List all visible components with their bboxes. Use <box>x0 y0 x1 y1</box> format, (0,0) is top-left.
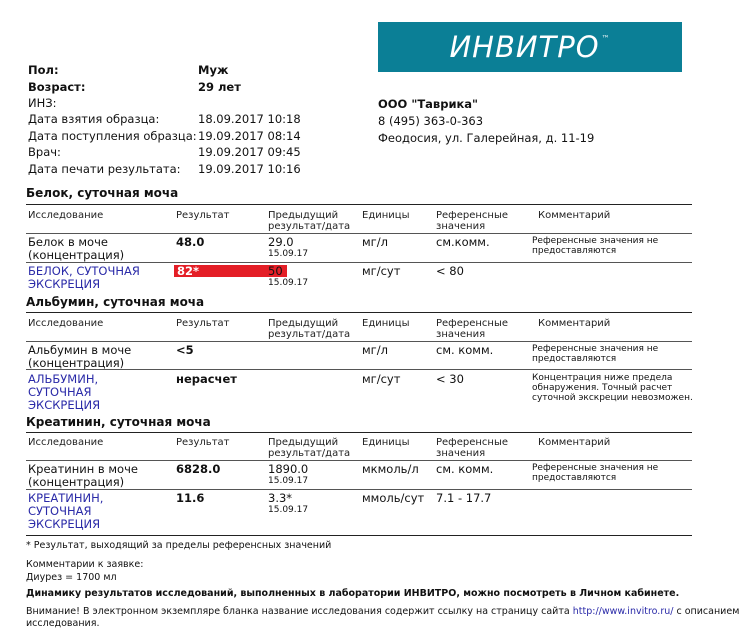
section-divider <box>26 432 692 433</box>
col-ref: Референсные <box>436 210 509 221</box>
study-link-3[interactable]: ЭКСКРЕЦИЯ <box>28 398 101 412</box>
org-phone: 8 (495) 363-0-363 <box>378 114 484 128</box>
warning-text-end: с описанием <box>676 606 739 617</box>
col-study: Исследование <box>28 318 104 329</box>
study-name: Белок в моче <box>28 235 108 249</box>
result-value: <5 <box>176 343 194 357</box>
header-divider <box>26 233 692 234</box>
col-prev-date: результат/дата <box>268 221 351 232</box>
section-title: Белок, суточная моча <box>26 186 179 200</box>
patient-label-sex: Пол: <box>28 63 59 77</box>
org-name: ООО "Таврика" <box>378 97 479 111</box>
study-link[interactable]: БЕЛОК, СУТОЧНАЯ <box>28 264 140 278</box>
comment-line-1: Концентрация ниже предела <box>532 373 673 383</box>
result-value: 11.6 <box>176 491 205 505</box>
out-of-range-note: * Результат, выходящий за пределы референсных значений <box>26 540 332 551</box>
prev-value: 29.0 <box>268 235 294 249</box>
prev-value: 50 <box>268 264 283 278</box>
out-of-range-result: 82* <box>174 265 287 277</box>
logo-trademark: ™ <box>601 33 611 43</box>
comment-line-1: Референсные значения не <box>532 236 659 246</box>
units: мг/л <box>362 235 388 249</box>
patient-label-sample-taken: Дата взятия образца: <box>28 112 160 126</box>
section-title: Креатинин, суточная моча <box>26 415 211 429</box>
patient-value-sex: Муж <box>198 63 229 77</box>
units: мг/сут <box>362 372 401 386</box>
col-comment: Комментарий <box>538 437 611 448</box>
col-result: Результат <box>176 318 230 329</box>
col-result: Результат <box>176 437 230 448</box>
col-prev: Предыдущий <box>268 318 339 329</box>
prev-value: 3.3* <box>268 491 293 505</box>
warning-line-1 <box>26 606 739 618</box>
patient-label-print-date: Дата печати результата: <box>28 162 181 176</box>
invitro-site-link[interactable]: http://www.invitro.ru/ <box>572 606 674 617</box>
warning-line-2: исследования. <box>26 618 100 629</box>
table-bottom-divider <box>26 535 692 536</box>
prev-value: 1890.0 <box>268 462 309 476</box>
patient-value-print-date: 19.09.2017 10:16 <box>198 162 301 176</box>
col-units: Единицы <box>362 318 410 329</box>
row-divider <box>26 369 692 370</box>
col-ref: Референсные <box>436 437 509 448</box>
patient-label-inz: ИНЗ: <box>28 96 57 110</box>
study-link-2[interactable]: СУТОЧНАЯ <box>28 385 92 399</box>
col-prev-date: результат/дата <box>268 329 351 340</box>
patient-value-age: 29 лет <box>198 80 241 94</box>
prev-date: 15.09.17 <box>268 249 309 259</box>
header-divider <box>26 341 692 342</box>
reference: см.комм. <box>436 235 490 249</box>
prev-date: 15.09.17 <box>268 278 309 288</box>
reference: 7.1 - 17.7 <box>436 491 492 505</box>
col-study: Исследование <box>28 437 104 448</box>
reference: см. комм. <box>436 343 494 357</box>
col-study: Исследование <box>28 210 104 221</box>
row-divider <box>26 262 692 263</box>
prev-date: 15.09.17 <box>268 476 309 486</box>
invitro-logo <box>378 22 682 72</box>
patient-label-age: Возраст: <box>28 80 86 94</box>
row-divider <box>26 489 692 490</box>
patient-value-sample-taken: 18.09.2017 10:18 <box>198 112 301 126</box>
prev-date: 15.09.17 <box>268 505 309 515</box>
units: мг/л <box>362 343 388 357</box>
units: ммоль/сут <box>362 491 425 505</box>
units: мг/сут <box>362 264 401 278</box>
study-name: Креатинин в моче <box>28 462 138 476</box>
comment-line-1: Референсные значения не <box>532 463 659 473</box>
study-name: Альбумин в моче <box>28 343 132 357</box>
col-ref-2: значения <box>436 221 486 232</box>
dynamics-notice: Динамику результатов исследований, выполненных в лаборатории ИНВИТРО, можно посмотреть в Личном кабинете. <box>26 588 680 599</box>
col-prev: Предыдущий <box>268 437 339 448</box>
col-comment: Комментарий <box>538 210 611 221</box>
comment-line-1: Референсные значения не <box>532 344 659 354</box>
col-ref-2: значения <box>436 448 486 459</box>
col-comment: Комментарий <box>538 318 611 329</box>
section-divider <box>26 204 692 205</box>
warning-text: Внимание! В электронном экземпляре бланка название исследования содержит ссылку на страницу сайта <box>26 606 570 617</box>
patient-value-sample-received: 19.09.2017 08:14 <box>198 129 301 143</box>
patient-label-sample-received: Дата поступления образца: <box>28 129 197 143</box>
comment-line-2: предоставляются <box>532 354 617 364</box>
col-ref-2: значения <box>436 329 486 340</box>
patient-label-doctor: Врач: <box>28 145 61 159</box>
comment-line-3: суточной экскреции невозможен. <box>532 393 693 403</box>
patient-value-doctor: 19.09.2017 09:45 <box>198 145 301 159</box>
study-name-2: (концентрация) <box>28 356 125 370</box>
reference: см. комм. <box>436 462 494 476</box>
study-link[interactable]: КРЕАТИНИН, <box>28 491 104 505</box>
org-address: Феодосия, ул. Галерейная, д. 11-19 <box>378 131 595 145</box>
col-prev-date: результат/дата <box>268 448 351 459</box>
diuresis-value: Диурез = 1700 мл <box>26 572 117 583</box>
comment-line-2: обнаружения. Точный расчет <box>532 383 673 393</box>
study-link[interactable]: АЛЬБУМИН, <box>28 372 99 386</box>
units: мкмоль/л <box>362 462 419 476</box>
result-value: нерасчет <box>176 372 237 386</box>
result-value: 6828.0 <box>176 462 221 476</box>
study-link-2[interactable]: ЭКСКРЕЦИЯ <box>28 277 101 291</box>
order-comments-label: Комментарии к заявке: <box>26 559 144 570</box>
logo-text: ИНВИТРО <box>449 30 600 64</box>
reference: < 30 <box>436 372 464 386</box>
reference: < 80 <box>436 264 464 278</box>
col-units: Единицы <box>362 437 410 448</box>
study-name-2: (концентрация) <box>28 475 125 489</box>
header-divider <box>26 460 692 461</box>
study-link-3[interactable]: ЭКСКРЕЦИЯ <box>28 517 101 531</box>
col-ref: Референсные <box>436 318 509 329</box>
section-divider <box>26 312 692 313</box>
study-link-2[interactable]: СУТОЧНАЯ <box>28 504 92 518</box>
col-prev: Предыдущий <box>268 210 339 221</box>
comment-line-2: предоставляются <box>532 246 617 256</box>
study-name-2: (концентрация) <box>28 248 125 262</box>
col-units: Единицы <box>362 210 410 221</box>
result-value: 48.0 <box>176 235 205 249</box>
comment-line-2: предоставляются <box>532 473 617 483</box>
col-result: Результат <box>176 210 230 221</box>
section-title: Альбумин, суточная моча <box>26 295 205 309</box>
